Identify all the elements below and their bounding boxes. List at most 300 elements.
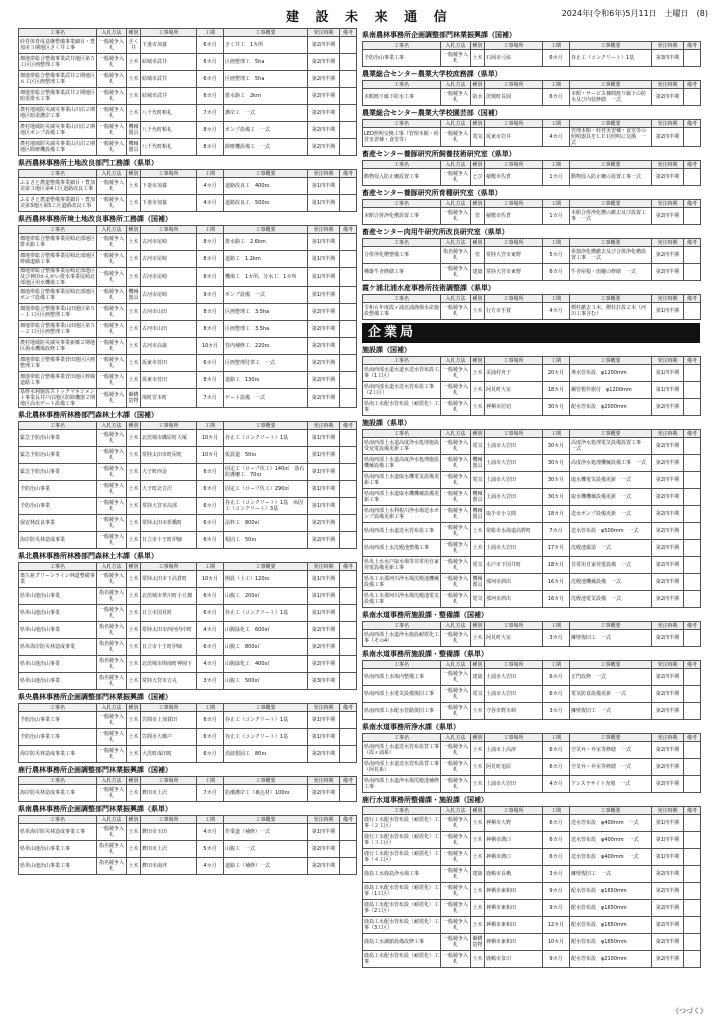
table-cell: 一般競争入札	[441, 591, 471, 608]
table-cell: 土木	[127, 447, 141, 464]
table-cell: 第2四半期	[652, 591, 684, 608]
table-cell: 土木	[471, 399, 485, 416]
table-header-row	[363, 239, 701, 247]
table-cell: 水戸市下国井町	[485, 557, 543, 574]
table-cell: 山腹緑化工 400㎡	[224, 656, 308, 673]
table-cell: 県南西部上水場内整備工事	[363, 669, 441, 686]
table-cell	[684, 574, 701, 591]
table-header-row	[363, 430, 701, 438]
tender-section	[18, 411, 356, 549]
tender-section	[362, 284, 700, 320]
table-cell: 配水管布設 φ1650mm	[570, 883, 652, 900]
table-cell: 第1四半期	[308, 571, 340, 588]
table-cell: 機械器具	[127, 122, 141, 139]
table-cell: 緊急予防治山事業	[19, 447, 97, 464]
table-cell	[684, 128, 701, 147]
column-header: 種別	[472, 295, 483, 302]
column-header: 工事概要	[570, 430, 652, 438]
table-cell: 第2四半期	[652, 630, 684, 647]
table-row	[363, 742, 701, 759]
table-cell: 土木	[127, 571, 141, 588]
table-cell: 鹿島工水配水管布設（耐震化）工事（2工区）	[363, 900, 441, 917]
tender-table	[362, 733, 701, 793]
table-cell: 畑地帯総合整備事業尾崎北部地区ポンプ設備工事	[19, 287, 97, 304]
table-cell: LED照明交換工事（管理本館・経営実習棟・食堂等）	[363, 128, 441, 147]
table-cell	[340, 481, 357, 498]
table-cell: 送水管布設 φ400mm 一式	[570, 849, 652, 866]
table-cell	[684, 523, 701, 540]
table-cell	[340, 464, 357, 481]
table-cell: 一般競争入札	[441, 382, 471, 399]
column-header: 備考	[340, 226, 357, 234]
section-title: 農業総合センター農業大学校園芸部（国補）	[362, 109, 502, 117]
table-row	[19, 673, 357, 690]
table-cell: 県南工水配水管布設（耐震化）工事	[363, 399, 441, 416]
column-header: 工事概要	[224, 816, 308, 824]
tender-table	[18, 562, 357, 690]
table-cell: 鹿行工水配水管布設（耐震化）工事（３工区）	[363, 832, 441, 849]
table-cell: 管理本館・経営実習棟・食堂等の照明器具をＬＥＤ照明に交換 一式	[570, 128, 652, 147]
table-cell: 古河市山田	[141, 321, 197, 338]
table-row	[19, 639, 357, 656]
right-column	[362, 28, 700, 968]
table-row	[363, 759, 701, 776]
table-cell: 第2四半期	[308, 355, 340, 372]
table-cell: 一般競争入札	[97, 178, 127, 195]
column-header: 発注時期	[308, 704, 340, 712]
table-row	[19, 122, 357, 139]
table-cell	[340, 785, 357, 802]
table-cell: 第1四半期	[308, 287, 340, 304]
table-cell: 一般競争入札	[97, 824, 127, 841]
table-cell: 土木	[127, 656, 141, 673]
column-header: 工事概要	[570, 161, 652, 169]
table-header-row	[363, 357, 701, 365]
table-cell: 4カ月	[543, 776, 570, 793]
column-header: 発注時期	[652, 734, 684, 742]
table-cell: 電気	[471, 472, 485, 489]
column-header: 備考	[684, 622, 701, 630]
table-cell: 第2四半期	[308, 321, 340, 338]
table-cell: 第2四半期	[308, 841, 340, 858]
column-header: 工期	[197, 226, 224, 234]
table-row	[363, 540, 701, 557]
table-row	[363, 703, 701, 720]
table-cell: 取手市小文間	[485, 506, 543, 523]
table-cell: 第2四半期	[652, 951, 684, 968]
table-cell: 鉾田市上沢	[141, 785, 197, 802]
table-cell: 6カ月	[543, 742, 570, 759]
table-cell: 第2四半期	[652, 540, 684, 557]
table-cell: 土木	[127, 858, 141, 875]
table-cell: 土木	[127, 105, 141, 122]
table-cell: 10カ月	[197, 430, 224, 447]
table-cell: 土木	[127, 588, 141, 605]
section-title: 県北農林事務所林務部門森林土木課（国補）	[18, 411, 158, 419]
table-cell: 一般競争入札	[97, 785, 127, 802]
table-cell: 結城市武井	[141, 88, 197, 105]
column-header: 種別	[472, 357, 483, 364]
table-cell: 土木	[471, 832, 485, 849]
table-cell: 第2四半期	[652, 247, 684, 264]
column-header: 種別	[472, 622, 483, 629]
table-cell	[684, 264, 701, 281]
table-cell: 第2四半期	[652, 669, 684, 686]
table-cell: 一般競争入札	[441, 169, 471, 186]
table-cell: 一般競争入札	[441, 866, 471, 883]
table-cell: 一般競争入札	[97, 88, 127, 105]
table-cell: 鋼管製作据付 φ1200mm	[570, 382, 652, 399]
table-cell: 第1四半期	[308, 605, 340, 622]
table-cell: 一般競争入札	[441, 669, 471, 686]
column-header: 工事名	[363, 239, 441, 247]
table-cell: 一般競争入札	[441, 489, 471, 506]
column-header: 工事名	[363, 430, 441, 438]
table-cell: 機械器具	[471, 455, 485, 472]
table-cell: 土木	[127, 515, 141, 532]
table-cell	[684, 849, 701, 866]
table-cell: 導水管布設 φ1200mm	[570, 365, 652, 382]
table-cell	[340, 588, 357, 605]
table-cell: 12カ月	[543, 917, 570, 934]
column-header: 種別	[128, 170, 139, 177]
table-cell	[340, 841, 357, 858]
column-header: 工事場所	[485, 161, 543, 169]
table-cell: 9カ月	[543, 951, 570, 968]
table-cell: 神栖市東和田	[485, 917, 543, 934]
table-row	[363, 247, 701, 264]
table-cell: 第2四半期	[652, 208, 684, 225]
section-title: 施設課（国補）	[362, 346, 411, 354]
table-cell: 第1四半期	[308, 195, 340, 212]
table-cell: 一般競争入札	[441, 438, 471, 455]
table-cell: 一般競争入札	[441, 506, 471, 523]
table-cell: 鹿嶋市泉川	[485, 951, 543, 968]
table-cell	[684, 900, 701, 917]
tender-table	[18, 815, 357, 875]
table-header-row	[19, 563, 357, 571]
table-cell	[340, 622, 357, 639]
table-cell: 排水路工 2km	[224, 88, 308, 105]
column-header: 工事概要	[224, 170, 308, 178]
table-cell: 土木	[471, 50, 485, 67]
table-row	[19, 105, 357, 122]
table-cell: 土木	[127, 746, 141, 763]
column-header: 工事場所	[485, 357, 543, 365]
table-cell: 6カ月	[543, 264, 570, 281]
table-cell: 県単山地治山事業	[19, 656, 97, 673]
column-header: 入札方法	[97, 704, 127, 712]
column-header: 工事場所	[485, 734, 543, 742]
table-row	[19, 355, 357, 372]
table-cell: 大洗町成田町	[141, 746, 197, 763]
table-cell: 8カ月	[197, 304, 224, 321]
column-header: 発注時期	[652, 42, 684, 50]
column-header: 工事名	[363, 357, 441, 365]
column-header: 発注時期	[308, 29, 340, 37]
table-cell: 第2四半期	[308, 338, 340, 355]
table-cell	[340, 304, 357, 321]
table-cell: 配水管布設 φ1650mm	[570, 934, 652, 951]
table-cell: 土木	[471, 776, 485, 793]
table-cell: 18カ月	[543, 506, 570, 523]
table-cell	[340, 447, 357, 464]
table-cell: 指名競争入札	[97, 622, 127, 639]
right-lower-sections	[362, 346, 700, 968]
tender-table	[362, 660, 701, 720]
table-row	[19, 532, 357, 549]
table-cell: 6カ月	[197, 515, 224, 532]
table-cell: 畑地帯総合整備事業尾崎北部地区及び神田かんがい排水事業尾崎北部地区用水機場工事	[20, 268, 96, 286]
table-row	[363, 208, 701, 225]
table-cell: 日立市十王町伊師	[141, 532, 197, 549]
table-cell: 谷止工（コンクリート）1基	[224, 729, 308, 746]
column-header: 備考	[684, 430, 701, 438]
table-cell: 区画整理工 3.5ha	[224, 321, 308, 338]
table-cell: 畑地帯総合整備事業山田地区第５－１工区区画整理工事	[19, 304, 97, 321]
column-header: 種別	[472, 161, 483, 168]
table-row	[363, 917, 701, 934]
table-cell	[684, 303, 701, 320]
table-cell: 7カ月	[197, 105, 224, 122]
table-cell: 第2四半期	[308, 532, 340, 549]
column-header: 発注時期	[652, 161, 684, 169]
table-cell	[684, 399, 701, 416]
table-cell: ゲート設備 一式	[224, 389, 308, 408]
table-cell: 石岡市弓弦	[485, 50, 543, 67]
column-header: 工期	[197, 704, 224, 712]
table-cell: 第2四半期	[308, 746, 340, 763]
table-cell: 鉾田市玉田	[141, 824, 197, 841]
table-cell	[340, 321, 357, 338]
tender-section	[362, 650, 700, 720]
table-cell: 牛舎屋根・雨樋の修繕 一式	[570, 264, 652, 281]
column-header: 備考	[684, 357, 701, 365]
table-cell	[684, 489, 701, 506]
table-cell	[340, 122, 357, 139]
table-cell: 茨城町長岡	[485, 89, 543, 106]
column-header: 工事場所	[485, 295, 543, 303]
table-cell: ふるさと農道整備事業細目・豊加美第3地区第5工区道路改良工事	[19, 195, 97, 212]
table-cell: 坂東市岩井	[485, 128, 543, 147]
table-cell: 土木	[471, 951, 485, 968]
table-cell: 第1四半期	[652, 303, 684, 320]
table-cell: 4カ月	[197, 195, 224, 212]
table-cell: 除塵機設備工 一式	[224, 139, 308, 156]
table-cell: 土木	[127, 251, 141, 268]
table-cell: 取水機機械設備更新 一式	[570, 489, 652, 506]
tender-table	[18, 776, 357, 802]
column-header: 工事名	[19, 226, 97, 234]
table-cell: 第2四半期	[652, 742, 684, 759]
table-cell: 防潮護岸工（裏込材）100ｍ	[224, 785, 308, 802]
column-header: 工事名	[363, 120, 441, 128]
table-cell: ポンプ設備工 一式	[224, 122, 308, 139]
column-header: 工期	[543, 161, 570, 169]
table-cell: 第1四半期	[308, 729, 340, 746]
table-cell: 県南西部水道水送水管布設工事（2工区）	[363, 382, 441, 399]
table-cell: 土木	[127, 195, 141, 212]
column-header: 備考	[340, 704, 357, 712]
table-cell: 県南西部上水道取水機電気設備更新工事	[363, 472, 441, 489]
table-cell: 電気	[471, 128, 485, 147]
column-header: 工事名	[19, 704, 97, 712]
table-cell: 一般競争入札	[97, 338, 127, 355]
column-header: 発注時期	[308, 816, 340, 824]
table-cell: 山腹工 500㎡	[224, 673, 308, 690]
table-cell: 一般競争入札	[97, 105, 127, 122]
table-cell: 第1四半期	[308, 712, 340, 729]
table-row	[363, 489, 701, 506]
table-cell: 20カ月	[543, 365, 570, 382]
table-cell: 県南西部工水配水管路復旧工事	[363, 703, 441, 720]
column-header: 種別	[472, 200, 483, 207]
table-cell: 一般競争入札	[441, 455, 471, 472]
table-cell: 土木	[127, 481, 141, 498]
table-row	[363, 365, 701, 382]
table-cell: 一般競争入札	[441, 883, 471, 900]
table-cell: 一般競争入札	[441, 742, 471, 759]
table-cell: 一般競争入札	[441, 574, 471, 591]
table-cell: 大子町北吉沢	[141, 481, 197, 498]
table-cell: さく井	[127, 37, 141, 54]
table-cell	[340, 251, 357, 268]
table-cell: 県単山地治山事業	[19, 588, 97, 605]
table-cell: 空気弁・弁室等修繕 一式	[570, 742, 652, 759]
tender-table	[18, 421, 357, 549]
table-cell: 送水管布設 φ400mm 一式	[570, 815, 652, 832]
table-cell: 一般競争入札	[97, 321, 127, 338]
table-cell: ふるさと農道整備事業細目・豊加美第３地区第4工区道路改良工事	[19, 178, 97, 195]
column-header: 種別	[128, 816, 139, 823]
table-cell: 土浦市上高津	[485, 742, 543, 759]
table-row	[19, 498, 357, 515]
table-cell: 坂東市菅田	[141, 372, 197, 389]
table-cell: 動物侵入防止柵設置工事	[363, 169, 441, 186]
column-header: 工期	[543, 42, 570, 50]
table-cell: 6カ月	[543, 686, 570, 703]
table-cell: 土木	[471, 742, 485, 759]
section-title: 畜産センター肉用牛研究所改良研究室（県単）	[362, 228, 509, 236]
table-cell	[684, 759, 701, 776]
table-row	[363, 669, 701, 686]
table-cell: 一般競争入札	[97, 532, 127, 549]
table-cell: 第2四半期	[308, 88, 340, 105]
table-cell: 一般競争入札	[97, 389, 127, 408]
table-cell: 4カ月	[543, 303, 570, 320]
tender-table	[362, 119, 701, 147]
tender-section	[362, 611, 700, 647]
table-cell	[340, 178, 357, 195]
table-cell: 第2四半期	[308, 785, 340, 802]
table-cell: 北茨城市関南町神岡下	[141, 656, 197, 673]
section-title: 県南水道事務所浄水課（県単）	[362, 723, 460, 731]
table-cell: 単独浄化槽撤去及び合併浄化槽設置工事 一式	[570, 247, 652, 264]
table-cell: 一般競争入札	[97, 37, 127, 54]
table-cell: 標柱撤去３本、標柱打設２本（河川工事含む）	[570, 303, 652, 320]
table-cell: 土浦市大岩田	[485, 686, 543, 703]
table-cell: 合併浄化槽整備工事	[363, 247, 441, 264]
table-header-row	[19, 226, 357, 234]
table-cell: 電気	[471, 591, 485, 608]
table-cell: 6カ月	[197, 37, 224, 54]
table-cell: 第2四半期	[652, 900, 684, 917]
column-header: 入札方法	[441, 42, 471, 50]
tender-section	[362, 228, 700, 281]
table-cell: 土木	[471, 815, 485, 832]
tender-section	[18, 552, 356, 690]
table-cell: 第2四半期	[652, 917, 684, 934]
table-row	[363, 630, 701, 647]
column-header: 工事概要	[570, 661, 652, 669]
table-cell: 第2四半期	[652, 506, 684, 523]
table-cell: 作業道（補修）一式	[224, 824, 308, 841]
table-header-row	[363, 81, 701, 89]
table-cell: 指名競争入札	[97, 673, 127, 690]
table-cell: 山腹工 一式	[224, 841, 308, 858]
table-cell: 第1四半期	[652, 832, 684, 849]
column-header: 工事場所	[485, 120, 543, 128]
column-header: 工事場所	[485, 42, 543, 50]
column-header: 工事場所	[485, 200, 543, 208]
table-cell: 美浦村舟子	[485, 365, 543, 382]
table-cell: 下妻市加養	[141, 195, 197, 212]
table-cell	[684, 506, 701, 523]
table-cell: 電気	[471, 686, 485, 703]
table-cell: 第1四半期	[652, 365, 684, 382]
table-cell	[684, 686, 701, 703]
table-row	[19, 858, 357, 875]
table-cell: 畑地帯総合整備事業菅田地区区画整理工事	[19, 355, 97, 372]
table-cell: 配水管布設 φ2000mm	[570, 399, 652, 416]
table-cell: 一般競争入札	[441, 934, 471, 951]
column-header: 工期	[197, 777, 224, 785]
table-cell: 基幹水利施設ストックマネジメント事業長井戸沼地区防除機器２期地区高水ゲート設備工事	[20, 389, 96, 407]
table-row	[363, 574, 701, 591]
issue-dateline: 2024年(令和6年)5月11日 土曜日 (8)	[561, 9, 708, 18]
table-cell: 3カ月	[197, 673, 224, 690]
column-header: 工期	[543, 295, 570, 303]
column-header: 工事名	[19, 422, 97, 430]
table-cell: 県南西部上水道送水管布設替工事（阿見系）	[363, 759, 441, 776]
table-cell: 一般競争入札	[441, 89, 471, 106]
table-cell: ポンプ設備 一式	[224, 287, 308, 304]
table-cell: 常陸太田市下高倉町	[141, 571, 197, 588]
table-row	[19, 712, 357, 729]
table-cell: 鋼構造物	[127, 389, 141, 408]
column-header: 備考	[340, 777, 357, 785]
table-row	[19, 824, 357, 841]
table-cell: 一般競争入札	[97, 515, 127, 532]
table-cell: 常陸大宮市高部	[141, 498, 197, 515]
table-cell: 空気弁・弁室等修繕 一式	[570, 759, 652, 776]
table-cell: 30カ月	[543, 399, 570, 416]
section-title: 霞ケ浦北浦水産事務所技術調整課（県単）	[362, 284, 495, 292]
column-header: 工事名	[363, 622, 441, 630]
tender-table	[362, 160, 701, 186]
tender-table	[362, 80, 701, 106]
table-cell: 一般競争入札	[97, 195, 127, 212]
table-cell: 30カ月	[543, 489, 570, 506]
table-cell: 土木	[127, 785, 141, 802]
table-cell: 擁壁復旧工 一式	[570, 866, 652, 883]
column-header: 工事場所	[141, 29, 197, 37]
column-header: 備考	[340, 170, 357, 178]
table-cell: 1カ月	[543, 169, 570, 186]
table-cell: 畑地帯総合整備事業武井２期地区６工区区画整理工事	[19, 71, 97, 88]
table-cell: 第2四半期	[652, 89, 684, 106]
column-header: 種別	[472, 81, 483, 88]
